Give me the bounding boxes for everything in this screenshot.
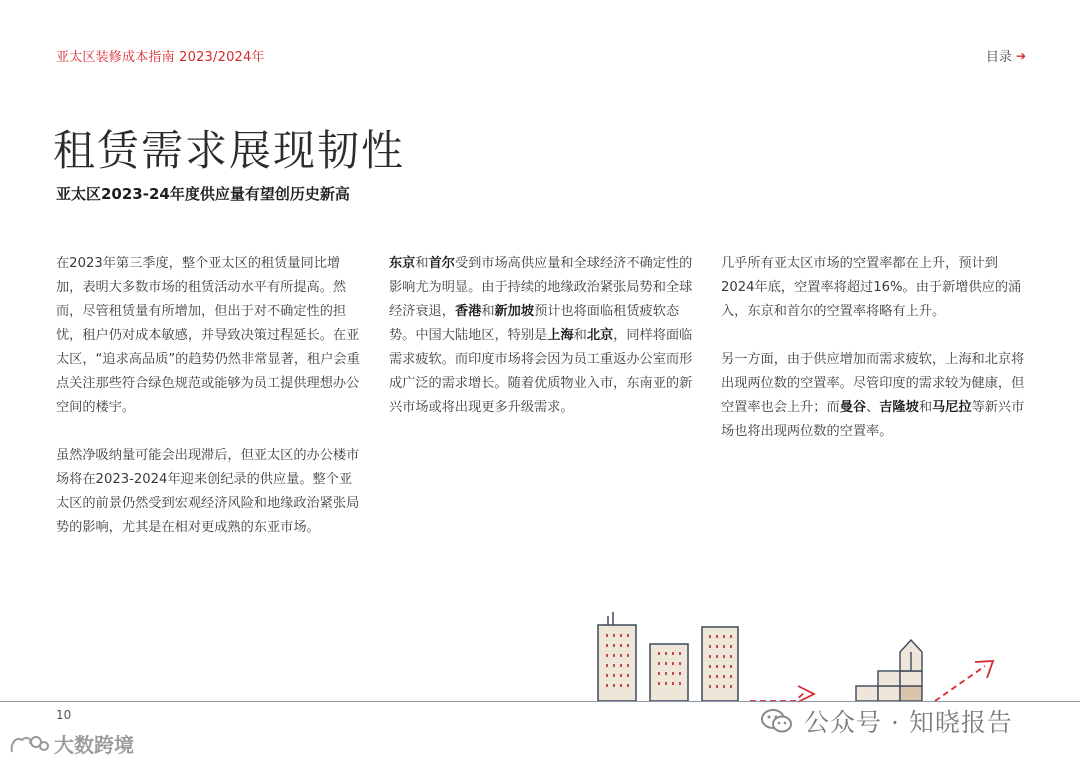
text-column-1 [56, 252, 362, 564]
text-run: 和 [918, 400, 932, 415]
city-name: 曼谷 [839, 400, 867, 415]
text-run: ，同样将面临需求疲软。而印度市场将会因为员工重返办公室而形成广泛的需求增长。随着优质物业入市，东南亚的新兴市场或将出现更多升级需求。 [389, 328, 693, 415]
building-icon [598, 612, 636, 701]
toc-link[interactable] [986, 46, 1026, 65]
city-name: 北京 [586, 328, 614, 343]
city-name: 首尔 [428, 256, 455, 271]
page-subtitle: 亚太区2023-24年度供应量有望创历史新高 [56, 185, 350, 203]
text-run: 、 [866, 400, 880, 415]
stacked-blocks-icon [856, 640, 922, 701]
paragraph: 几乎所有亚太区市场的空置率都在上升，预计到2024年底，空置率将超过16%。由于新增供应的涌入，东京和首尔的空置率将略有上升。 [721, 256, 1022, 319]
wechat-icon [760, 707, 794, 735]
building-icon [650, 644, 688, 701]
page-number: 10 [56, 708, 72, 722]
text-run: 另一方面，由于供应增加而需求疲软，上海和北京将出现两位数的空置率。尽管印度的需求较为健康，但空置率也会上升；而 [721, 352, 1025, 415]
city-name: 吉隆坡 [879, 400, 919, 415]
city-name: 上海 [547, 328, 574, 343]
rising-arrow-icon [935, 661, 993, 701]
brand-logo-icon [8, 732, 50, 756]
watermark-text: 公众号 · 知晓报告 [804, 708, 1013, 737]
dashed-arrow-icon [750, 686, 814, 702]
arrow-right-icon: ➔ [1015, 48, 1026, 63]
city-name: 香港 [454, 304, 482, 319]
footer-divider [0, 701, 1080, 702]
paragraph: 虽然净吸纳量可能会出现滞后，但亚太区的办公楼市场将在2023-2024年迎来创纪录的供应量。整个亚太区的前景仍然受到宏观经济风险和地缘政治紧张局势的影响，尤其是在相对更成熟的东亚市场。 [56, 448, 360, 535]
wechat-watermark [760, 703, 1013, 739]
city-skyline-illustration [590, 610, 1010, 710]
document-header-title: 亚太区装修成本指南 2023/2024年 [56, 50, 265, 65]
text-run: 和 [573, 328, 587, 343]
paragraph [721, 348, 1027, 444]
city-name: 马尼拉 [932, 400, 972, 415]
text-run: 和 [415, 256, 429, 271]
city-name: 东京 [389, 256, 416, 271]
building-icon [702, 627, 738, 701]
text-column-2 [389, 252, 695, 444]
watermark-text: 大数跨境 [54, 733, 134, 757]
city-name: 新加坡 [494, 304, 535, 319]
text-column-3 [721, 252, 1027, 468]
paragraph [389, 252, 695, 420]
page-title: 租赁需求展现韧性 [53, 126, 406, 175]
text-run: 和 [481, 304, 495, 319]
text-run: 预计也将面临租赁疲软态势。中国大陆地区，特别是 [389, 304, 680, 343]
paragraph: 在2023年第三季度，整个亚太区的租赁量同比增加，表明大多数市场的租赁活动水平有所提高。然而，尽管租赁量有所增加，但出于对不确定性的担忧，租户仍对成本敏感，并导致决策过程延长。在亚太区，“追求高品质”的趋势仍然非常显著，租户会重点关注那些符合绿色规范或能够为员工提供理想办公空间的楼宇。 [56, 256, 360, 415]
toc-label: 目录 [985, 50, 1012, 65]
text-run: 等新兴市场也将出现两位数的空置率。 [721, 400, 1025, 439]
text-run: 受到市场高供应量和全球经济不确定性的影响尤为明显。由于持续的地缘政治紧张局势和全球经济衰退， [389, 256, 693, 319]
brand-watermark [8, 729, 134, 758]
